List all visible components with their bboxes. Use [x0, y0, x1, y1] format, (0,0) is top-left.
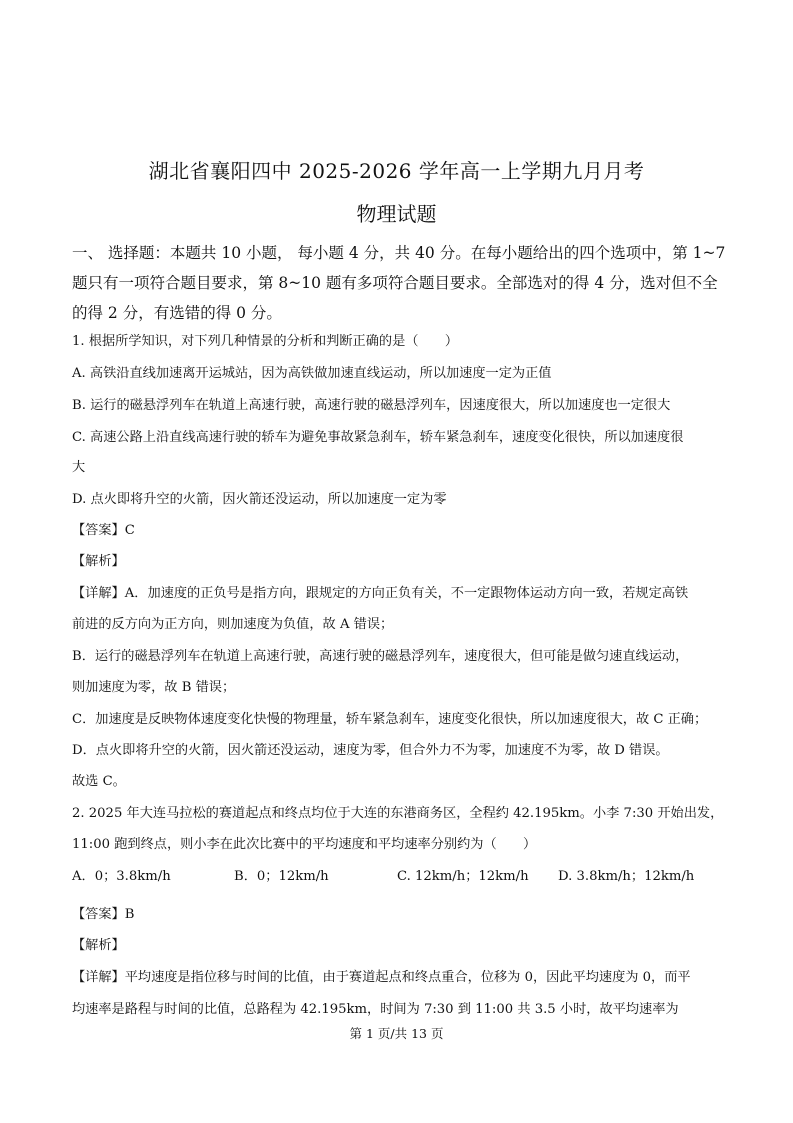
question-1-option-c-continued: 大: [72, 460, 86, 475]
question-1-option-d: D. 点火即将升空的火箭，因火箭还没运动，所以加速度一定为零: [72, 492, 447, 507]
question-1-detail: D．点火即将升空的火箭，因火箭还没运动，速度为零，但合外力不为零，加速度不为零，故 D 错误。: [72, 743, 669, 758]
question-2-option-c: C. 12km/h；12km/h: [397, 869, 529, 884]
question-2-detail: 均速率是路程与时间的比值，总路程为 42.195km，时间为 7:30 到 11:00 共 3.5 小时，故平均速率为: [72, 1002, 679, 1017]
question-1-conclusion: 故选 C。: [72, 774, 126, 789]
question-1-detail: 前进的反方向为正方向，则加速度为负值，故 A 错误；: [72, 617, 394, 632]
section-instructions-line: 题只有一项符合题目要求，第 8~10 题有多项符合题目要求。全部选对的得 4 分，选对但不全: [72, 274, 718, 292]
question-1-detail: 则加速度为零，故 B 错误；: [72, 680, 236, 695]
question-2-detail: 【详解】平均速度是指位移与时间的比值，由于赛道起点和终点重合，位移为 0，因此平均速度为 0，而平: [72, 970, 691, 985]
question-1-option-b: B. 运行的磁悬浮列车在轨道上高速行驶，高速行驶的磁悬浮列车，因速度很大，所以加速度也一定很大: [72, 398, 671, 413]
question-1-stem: 1. 根据所学知识，对下列几种情景的分析和判断正确的是（ ）: [72, 334, 459, 349]
question-1-option-a: A. 高铁沿直线加速离开运城站，因为高铁做加速直线运动，所以加速度一定为正值: [72, 366, 552, 381]
question-1-answer: 【答案】C: [72, 523, 135, 538]
question-2-option-d: D. 3.8km/h；12km/h: [558, 869, 695, 884]
question-2-stem-continued: 11:00 跑到终点，则小李在此次比赛中的平均速度和平均速率分别约为（ ）: [72, 837, 537, 852]
question-2-stem: 2. 2025 年大连马拉松的赛道起点和终点均位于大连的东港商务区，全程约 42.195km。小李 7:30 开始出发，: [72, 806, 724, 821]
question-2-answer: 【答案】B: [72, 907, 135, 922]
page-title: 湖北省襄阳四中 2025-2026 学年高一上学期九月月考: [148, 159, 645, 183]
page-footer: 第 1 页/共 13 页: [349, 1026, 444, 1041]
question-1-detail: B．运行的磁悬浮列车在轨道上高速行驶，高速行驶的磁悬浮列车，速度很大，但可能是做匀速直线运动，: [72, 649, 689, 664]
question-1-detail: C．加速度是反映物体速度变化快慢的物理量，轿车紧急刹车，速度变化很快，所以加速度很大，故 C 正确；: [72, 712, 708, 727]
question-1-option-c: C. 高速公路上沿直线高速行驶的轿车为避免事故紧急刹车，轿车紧急刹车，速度变化很快，所以加速度很: [72, 430, 684, 445]
question-2-option-a: A．0；3.8km/h: [72, 869, 171, 884]
page-subtitle: 物理试题: [356, 202, 437, 226]
question-2-analysis-label: 【解析】: [72, 938, 125, 953]
section-instructions-line: 的得 2 分，有选错的得 0 分。: [72, 304, 282, 322]
section-instructions: [72, 238, 727, 328]
section-instructions-line: 一、 选择题：本题共 10 小题， 每小题 4 分，共 40 分。在每小题给出的四个选项中，第 1~7: [72, 244, 726, 262]
question-2-option-b: B．0；12km/h: [234, 869, 329, 884]
question-1-detail: 【详解】A．加速度的正负号是指方向，跟规定的方向正负有关，不一定跟物体运动方向一致，若规定高铁: [72, 586, 689, 601]
question-1-analysis-label: 【解析】: [72, 554, 125, 569]
